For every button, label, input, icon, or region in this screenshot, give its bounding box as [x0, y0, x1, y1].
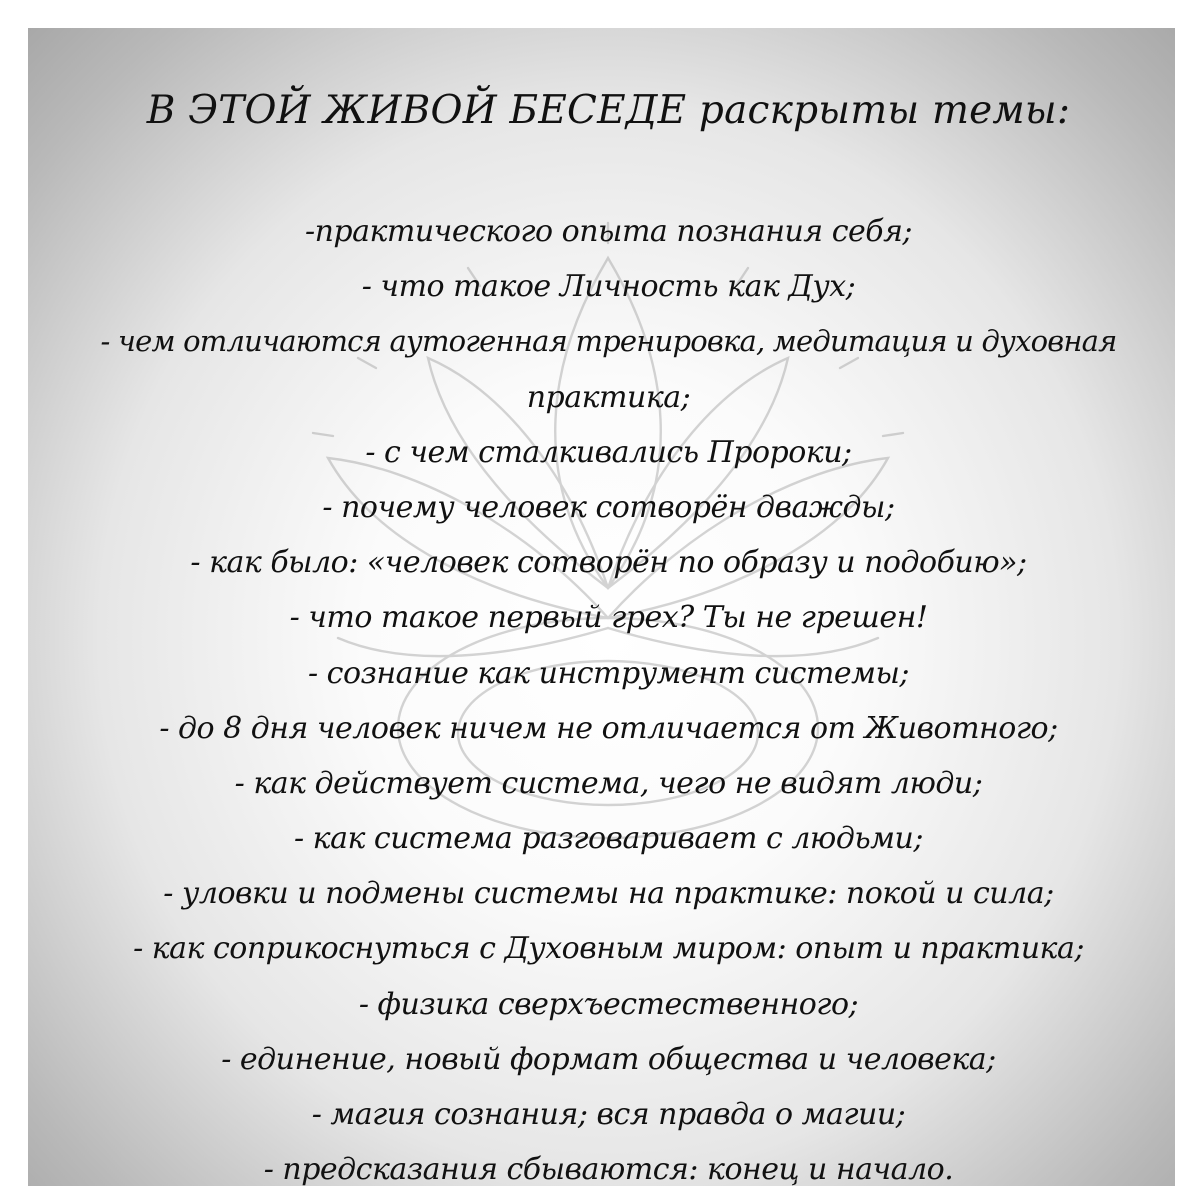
list-item: - единение, новый формат общества и человека;: [221, 1041, 996, 1077]
list-item: - сознание как инструмент системы;: [307, 655, 910, 691]
list-item: - чем отличаются аутогенная тренировка, медитация и духовная: [100, 324, 1117, 359]
list-item: - что такое первый грех? Ты не грешен!: [289, 600, 928, 636]
list-item: - почему человек сотворён дважды;: [322, 489, 895, 525]
list-item: - предсказания сбываются: конец и начало.: [263, 1152, 954, 1188]
list-item: - как соприкоснуться с Духовным миром: опыт и практика;: [133, 931, 1084, 967]
list-item: - физика сверхъестественного;: [358, 986, 859, 1022]
list-item: - как действует система, чего не видят люди;: [234, 765, 983, 801]
list-item: - до 8 дня человек ничем не отличается от Животного;: [159, 710, 1058, 746]
list-item: - уловки и подмены системы на практике: покой и сила;: [163, 876, 1054, 912]
list-item: -практического опыта познания себя;: [304, 214, 913, 249]
topics-list: [28, 204, 1189, 1197]
list-item: - с чем сталкивались Пророки;: [365, 434, 852, 470]
list-item: - как система разговаривает с людьми;: [294, 821, 923, 857]
list-item: - как было: «человек сотворён по образу и подобию»;: [190, 545, 1027, 581]
document-text: [28, 28, 1189, 1200]
list-item: - что такое Личность как Дух;: [361, 269, 856, 305]
list-item: - магия сознания; вся правда о магии;: [311, 1097, 906, 1132]
page-title: В ЭТОЙ ЖИВОЙ БЕСЕДЕ раскрыты темы:: [146, 88, 1071, 133]
card-background: [28, 28, 1189, 1200]
list-item: практика;: [526, 379, 691, 415]
